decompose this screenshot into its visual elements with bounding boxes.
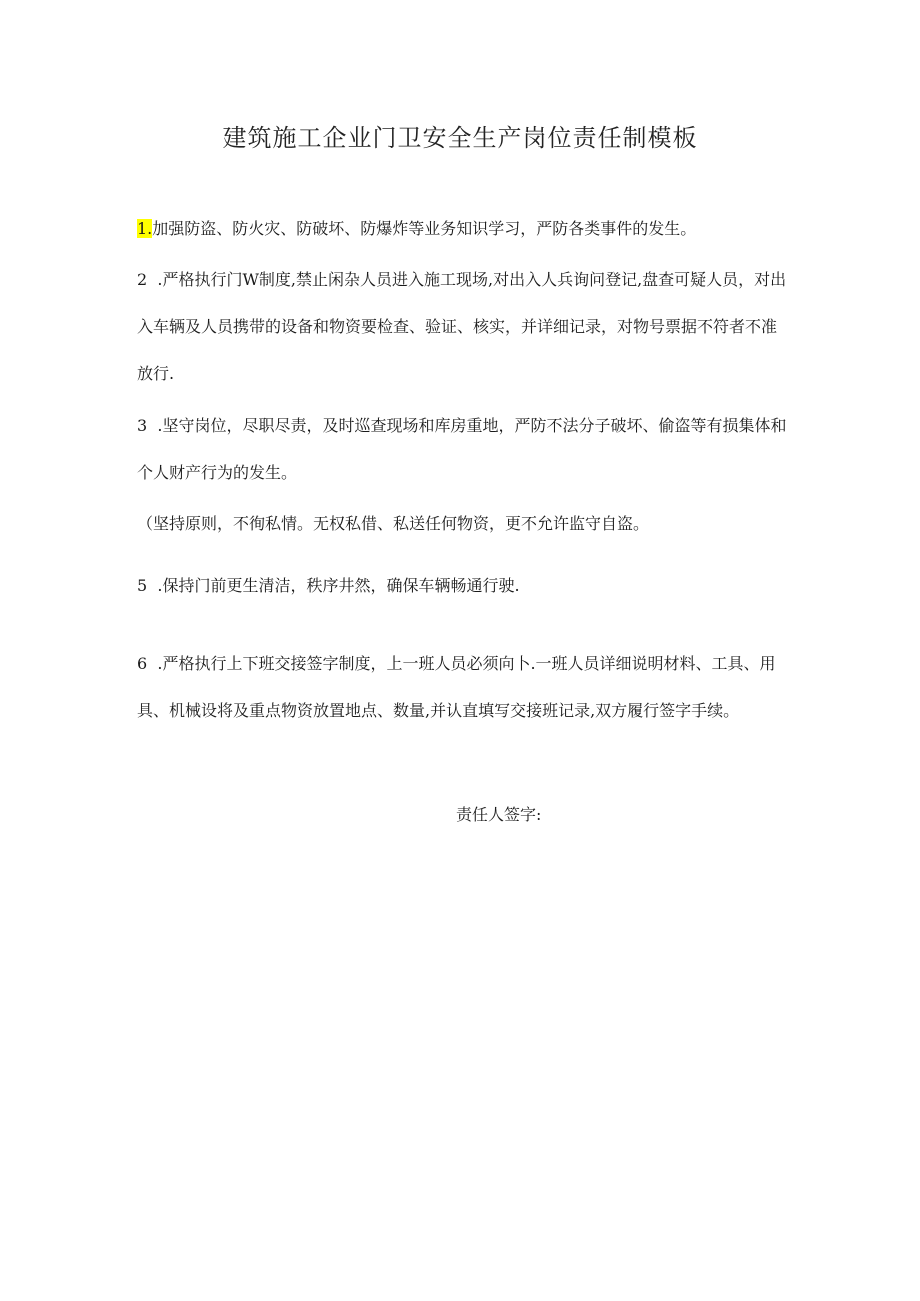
signature-label: 责任人签字: bbox=[456, 805, 542, 824]
clause-text: 加强防盗、防火灾、防破坏、防爆炸等业务知识学习，严防各类事件的发生。 bbox=[152, 219, 697, 238]
document-title: 建筑施工企业门卫安全生产岗位责任制模板 bbox=[222, 124, 698, 152]
clause-6 bbox=[137, 640, 787, 734]
clause-5 bbox=[137, 562, 787, 609]
clause-number: 5 bbox=[137, 576, 148, 595]
highlight-marker bbox=[137, 219, 152, 238]
clause-number: 3 bbox=[137, 416, 148, 435]
clause-text: .坚守岗位，尽职尽责，及时巡查现场和库房重地，严防不法分子破坏、偷盗等有损集体和个人财产行为的发生。 bbox=[137, 416, 787, 482]
clause-1 bbox=[137, 205, 787, 252]
clause-text: （坚持原则，不徇私情。无权私借、私送任何物资，更不允许监守自盗。 bbox=[137, 514, 650, 533]
clause-3 bbox=[137, 402, 787, 496]
clause-4 bbox=[137, 500, 787, 547]
clause-text: .保持门前更生清洁，秩序井然，确保车辆畅通行驶. bbox=[147, 576, 520, 595]
clause-text: .严格执行上下班交接签字制度，上一班人员必须向卜.一班人员详细说明材料、工具、用具、机械设将及重点物资放置地点、数量,并认直填写交接班记录,双方履行签字手续。 bbox=[137, 654, 776, 720]
clause-2 bbox=[137, 256, 787, 397]
clause-number: 6 bbox=[137, 654, 148, 673]
clause-number: 2 bbox=[137, 270, 148, 289]
clause-text: .严格执行门W制度,禁止闲杂人员进入施工现场,对出入人兵询问登记,盘查可疑人员，对出入车辆及人员携带的设备和物资要检查、验证、核实，并详细记录，对物号票据不符者不准放行. bbox=[137, 270, 787, 383]
clause-number: 1. bbox=[137, 219, 153, 238]
